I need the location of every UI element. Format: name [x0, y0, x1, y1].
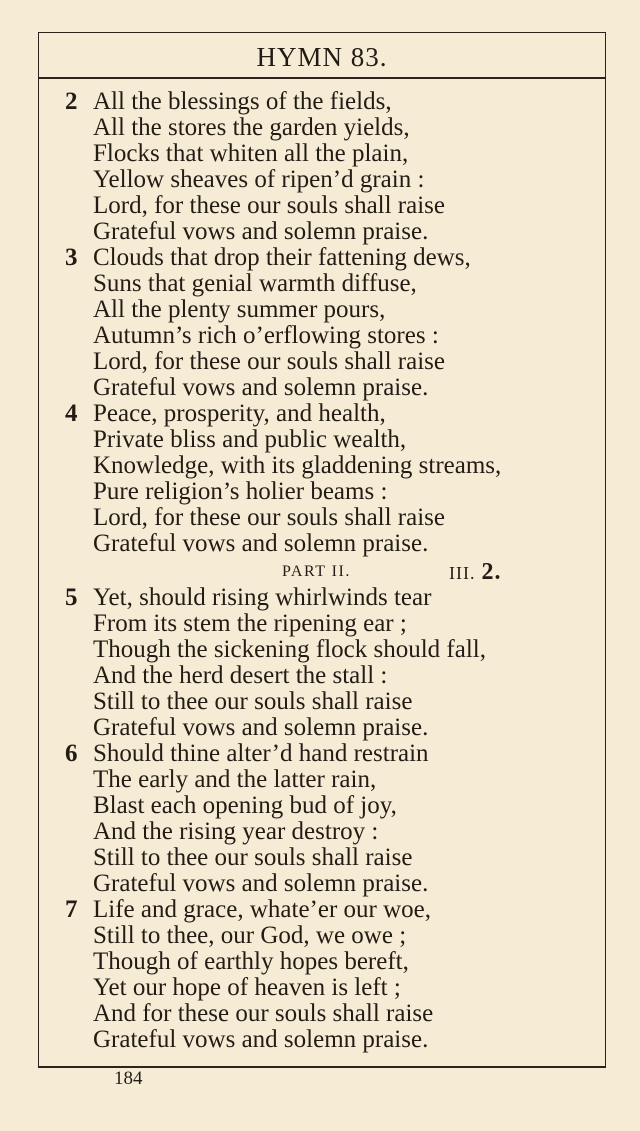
verse-line: All the plenty summer pours,: [93, 296, 386, 323]
verse-line: Still to thee our souls shall raise: [93, 688, 413, 715]
part-label: PART II.: [282, 563, 351, 580]
meter-number: 2.: [481, 559, 502, 585]
verse-line: The early and the latter rain,: [93, 766, 377, 793]
verse-line: Pure religion’s holier beams :: [93, 478, 388, 505]
page-frame: [38, 32, 606, 1068]
verse-line: Yellow sheaves of ripen’d grain :: [93, 166, 425, 193]
verse-line: 5 Yet, should rising whirlwinds tear: [65, 584, 432, 611]
verse-line: Grateful vows and solemn praise.: [93, 374, 429, 401]
verse-line: All the stores the garden yields,: [93, 114, 410, 141]
page-number: 184: [114, 1068, 143, 1089]
verse-line: Lord, for these our souls shall raise: [93, 348, 446, 375]
part-heading: [65, 557, 601, 585]
verse-line: Grateful vows and solemn praise.: [93, 870, 429, 897]
verse-line: Suns that genial warmth diffuse,: [93, 270, 417, 297]
stanza: [65, 741, 601, 897]
stanza: [65, 585, 601, 741]
verse-line: Still to thee, our God, we owe ;: [93, 922, 407, 949]
stanza-number: 4: [65, 400, 78, 427]
stanza-number: 2: [65, 88, 78, 115]
verse-line: Autumn’s rich o’erflowing stores :: [93, 322, 439, 349]
verse-line: 7 Life and grace, whate’er our woe,: [65, 896, 432, 923]
verse-line: Lord, for these our souls shall raise: [93, 192, 446, 219]
verse-line: And the herd desert the stall :: [93, 662, 388, 689]
verse-line: Flocks that whiten all the plain,: [93, 140, 409, 167]
stanza: [65, 89, 601, 245]
verse-line: 4 Peace, prosperity, and health,: [65, 400, 386, 427]
verse-line: 6 Should thine alter’d hand restrain: [65, 740, 429, 767]
stanza-number: 3: [65, 244, 78, 271]
verse-line: And the rising year destroy :: [93, 818, 379, 845]
page-header: [39, 33, 605, 79]
verse-line: Yet our hope of heaven is left ;: [93, 974, 401, 1001]
stanza: [65, 245, 601, 401]
stanza: [65, 897, 601, 1053]
stanza-number: 6: [65, 740, 78, 767]
hymn-title: HYMN 83.: [256, 41, 388, 72]
verse-line: Grateful vows and solemn praise.: [93, 1026, 429, 1053]
verse-line: 3 Clouds that drop their fattening dews,: [65, 244, 471, 271]
verse-line: 2 All the blessings of the fields,: [65, 88, 392, 115]
verse-line: Grateful vows and solemn praise.: [93, 714, 429, 741]
verse-line: Private bliss and public wealth,: [93, 426, 407, 453]
verse-line: Still to thee our souls shall raise: [93, 844, 413, 871]
verse-line: Blast each opening bud of joy,: [93, 792, 397, 819]
verse-line: And for these our souls shall raise: [93, 1000, 434, 1027]
hymn-text: [65, 89, 601, 1053]
verse-line: Grateful vows and solemn praise.: [93, 218, 429, 245]
stanza-number: 7: [65, 896, 78, 923]
verse-line: Grateful vows and solemn praise.: [93, 530, 429, 557]
meter-label: III. 2.: [449, 559, 502, 585]
stanza: [65, 401, 601, 557]
stanza-number: 5: [65, 584, 78, 611]
verse-line: Though of earthly hopes bereft,: [93, 948, 409, 975]
verse-line: Though the sickening flock should fall,: [93, 636, 486, 663]
verse-line: Lord, for these our souls shall raise: [93, 504, 446, 531]
verse-line: From its stem the ripening ear ;: [93, 610, 407, 637]
verse-line: Knowledge, with its gladdening streams,: [93, 452, 502, 479]
